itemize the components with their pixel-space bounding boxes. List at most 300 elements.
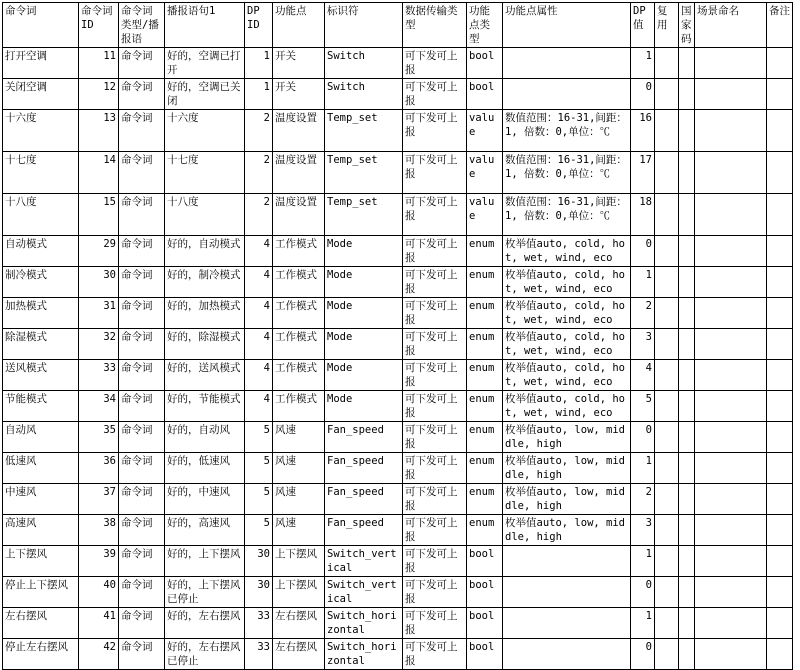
function-type-cell: value (467, 194, 503, 236)
table-row (3, 515, 793, 546)
scene-name-cell (695, 546, 767, 577)
reply-cell: 十八度 (165, 194, 245, 236)
dp-value-cell: 3 (631, 329, 655, 360)
function-cell: 风速 (273, 515, 325, 546)
command-cell: 关闭空调 (3, 79, 79, 110)
scene-name-cell (695, 577, 767, 608)
command-id-cell: 13 (79, 110, 119, 152)
attribute-cell (503, 639, 631, 670)
table-row (3, 329, 793, 360)
dp-id-cell: 4 (245, 329, 273, 360)
scene-name-cell (695, 79, 767, 110)
command-type-cell: 命令词 (119, 79, 165, 110)
table-row (3, 360, 793, 391)
function-type-cell: bool (467, 79, 503, 110)
reuse-cell (655, 110, 679, 152)
header-row (3, 3, 793, 48)
table-row (3, 484, 793, 515)
transfer-type-cell: 可下发可上报 (403, 391, 467, 422)
note-cell (767, 236, 793, 267)
reply-cell: 好的，加热模式 (165, 298, 245, 329)
identifier-cell: Switch_horizontal (325, 608, 403, 639)
reuse-cell (655, 484, 679, 515)
header-cell: 复用 (655, 3, 679, 48)
scene-name-cell (695, 422, 767, 453)
function-cell: 风速 (273, 453, 325, 484)
function-type-cell: bool (467, 608, 503, 639)
reuse-cell (655, 639, 679, 670)
function-type-cell: bool (467, 639, 503, 670)
identifier-cell: Switch (325, 79, 403, 110)
command-type-cell: 命令词 (119, 639, 165, 670)
identifier-cell: Temp_set (325, 110, 403, 152)
command-cell: 十七度 (3, 152, 79, 194)
command-cell: 十八度 (3, 194, 79, 236)
attribute-cell: 数值范围：16-31,间距：1, 倍数：0,单位：℃ (503, 194, 631, 236)
country-code-cell (679, 48, 695, 79)
note-cell (767, 110, 793, 152)
function-cell: 左右摆风 (273, 639, 325, 670)
identifier-cell: Fan_speed (325, 422, 403, 453)
country-code-cell (679, 515, 695, 546)
note-cell (767, 267, 793, 298)
country-code-cell (679, 267, 695, 298)
header-cell: 功能点类型 (467, 3, 503, 48)
transfer-type-cell: 可下发可上报 (403, 577, 467, 608)
dp-value-cell: 0 (631, 236, 655, 267)
function-cell: 工作模式 (273, 298, 325, 329)
country-code-cell (679, 110, 695, 152)
table-row (3, 298, 793, 329)
country-code-cell (679, 391, 695, 422)
country-code-cell (679, 484, 695, 515)
reuse-cell (655, 152, 679, 194)
function-type-cell: value (467, 110, 503, 152)
attribute-cell: 枚举值auto, cold, hot, wet, wind, eco (503, 360, 631, 391)
attribute-cell: 枚举值auto, cold, hot, wet, wind, eco (503, 236, 631, 267)
scene-name-cell (695, 110, 767, 152)
function-cell: 开关 (273, 79, 325, 110)
command-cell: 中速风 (3, 484, 79, 515)
dp-id-cell: 2 (245, 152, 273, 194)
command-id-cell: 11 (79, 48, 119, 79)
attribute-cell: 枚举值auto, low, middle, high (503, 484, 631, 515)
attribute-cell (503, 48, 631, 79)
attribute-cell: 枚举值auto, cold, hot, wet, wind, eco (503, 329, 631, 360)
attribute-cell: 枚举值auto, low, middle, high (503, 515, 631, 546)
dp-id-cell: 2 (245, 194, 273, 236)
command-type-cell: 命令词 (119, 484, 165, 515)
function-type-cell: enum (467, 298, 503, 329)
command-cell: 左右摆风 (3, 608, 79, 639)
function-type-cell: enum (467, 236, 503, 267)
reuse-cell (655, 453, 679, 484)
command-id-cell: 12 (79, 79, 119, 110)
command-id-cell: 29 (79, 236, 119, 267)
dp-id-cell: 4 (245, 360, 273, 391)
function-type-cell: enum (467, 484, 503, 515)
command-cell: 上下摆风 (3, 546, 79, 577)
command-type-cell: 命令词 (119, 267, 165, 298)
reuse-cell (655, 298, 679, 329)
command-type-cell: 命令词 (119, 152, 165, 194)
dp-id-cell: 4 (245, 298, 273, 329)
country-code-cell (679, 453, 695, 484)
identifier-cell: Switch_vertical (325, 546, 403, 577)
country-code-cell (679, 329, 695, 360)
attribute-cell: 枚举值auto, cold, hot, wet, wind, eco (503, 298, 631, 329)
country-code-cell (679, 546, 695, 577)
header-cell: 数据传输类型 (403, 3, 467, 48)
command-cell: 停止上下摆风 (3, 577, 79, 608)
command-type-cell: 命令词 (119, 453, 165, 484)
function-type-cell: enum (467, 267, 503, 298)
dp-id-cell: 1 (245, 79, 273, 110)
scene-name-cell (695, 329, 767, 360)
table-row (3, 577, 793, 608)
dp-value-cell: 4 (631, 360, 655, 391)
command-cell: 加热模式 (3, 298, 79, 329)
function-cell: 风速 (273, 484, 325, 515)
reuse-cell (655, 515, 679, 546)
reply-cell: 好的，上下摆风已停止 (165, 577, 245, 608)
reuse-cell (655, 48, 679, 79)
transfer-type-cell: 可下发可上报 (403, 329, 467, 360)
reply-cell: 好的，低速风 (165, 453, 245, 484)
attribute-cell (503, 79, 631, 110)
table-row (3, 48, 793, 79)
table-row (3, 453, 793, 484)
transfer-type-cell: 可下发可上报 (403, 194, 467, 236)
command-type-cell: 命令词 (119, 48, 165, 79)
reply-cell: 好的，节能模式 (165, 391, 245, 422)
table-row (3, 194, 793, 236)
transfer-type-cell: 可下发可上报 (403, 422, 467, 453)
scene-name-cell (695, 515, 767, 546)
table-row (3, 422, 793, 453)
reply-cell: 好的，自动风 (165, 422, 245, 453)
transfer-type-cell: 可下发可上报 (403, 298, 467, 329)
attribute-cell (503, 546, 631, 577)
dp-value-cell: 1 (631, 267, 655, 298)
reply-cell: 十七度 (165, 152, 245, 194)
command-id-cell: 35 (79, 422, 119, 453)
reuse-cell (655, 608, 679, 639)
identifier-cell: Mode (325, 298, 403, 329)
attribute-cell (503, 577, 631, 608)
country-code-cell (679, 79, 695, 110)
command-type-cell: 命令词 (119, 422, 165, 453)
country-code-cell (679, 194, 695, 236)
command-cell: 除湿模式 (3, 329, 79, 360)
header-cell: DP ID (245, 3, 273, 48)
command-type-cell: 命令词 (119, 298, 165, 329)
function-cell: 工作模式 (273, 360, 325, 391)
command-type-cell: 命令词 (119, 608, 165, 639)
table-row (3, 152, 793, 194)
command-cell: 自动模式 (3, 236, 79, 267)
dp-id-cell: 5 (245, 515, 273, 546)
scene-name-cell (695, 298, 767, 329)
function-cell: 上下摆风 (273, 546, 325, 577)
command-cell: 送风模式 (3, 360, 79, 391)
command-id-cell: 37 (79, 484, 119, 515)
transfer-type-cell: 可下发可上报 (403, 515, 467, 546)
header-cell: 命令词类型/播报语 (119, 3, 165, 48)
function-cell: 开关 (273, 48, 325, 79)
reply-cell: 好的，制冷模式 (165, 267, 245, 298)
function-type-cell: enum (467, 329, 503, 360)
dp-id-cell: 30 (245, 546, 273, 577)
command-cell: 高速风 (3, 515, 79, 546)
header-cell: 播报语句1 (165, 3, 245, 48)
header-cell: 功能点 (273, 3, 325, 48)
note-cell (767, 422, 793, 453)
command-id-cell: 41 (79, 608, 119, 639)
transfer-type-cell: 可下发可上报 (403, 236, 467, 267)
scene-name-cell (695, 360, 767, 391)
identifier-cell: Mode (325, 329, 403, 360)
transfer-type-cell: 可下发可上报 (403, 79, 467, 110)
attribute-cell: 枚举值auto, cold, hot, wet, wind, eco (503, 267, 631, 298)
function-type-cell: enum (467, 453, 503, 484)
country-code-cell (679, 236, 695, 267)
identifier-cell: Mode (325, 236, 403, 267)
dp-value-cell: 0 (631, 577, 655, 608)
reply-cell: 好的，左右摆风 (165, 608, 245, 639)
function-cell: 上下摆风 (273, 577, 325, 608)
function-type-cell: bool (467, 48, 503, 79)
country-code-cell (679, 152, 695, 194)
dp-value-cell: 17 (631, 152, 655, 194)
reuse-cell (655, 546, 679, 577)
reply-cell: 好的，送风模式 (165, 360, 245, 391)
note-cell (767, 484, 793, 515)
dp-value-cell: 2 (631, 298, 655, 329)
transfer-type-cell: 可下发可上报 (403, 48, 467, 79)
reply-cell: 好的，自动模式 (165, 236, 245, 267)
note-cell (767, 48, 793, 79)
table-row (3, 236, 793, 267)
command-id-cell: 40 (79, 577, 119, 608)
command-type-cell: 命令词 (119, 329, 165, 360)
reply-cell: 好的，左右摆风已停止 (165, 639, 245, 670)
command-id-cell: 31 (79, 298, 119, 329)
reuse-cell (655, 79, 679, 110)
header-cell: 命令词ID (79, 3, 119, 48)
reply-cell: 十六度 (165, 110, 245, 152)
attribute-cell: 枚举值auto, low, middle, high (503, 453, 631, 484)
function-type-cell: value (467, 152, 503, 194)
function-cell: 工作模式 (273, 329, 325, 360)
identifier-cell: Temp_set (325, 194, 403, 236)
dp-value-cell: 5 (631, 391, 655, 422)
note-cell (767, 546, 793, 577)
reuse-cell (655, 391, 679, 422)
function-type-cell: enum (467, 515, 503, 546)
dp-id-cell: 5 (245, 453, 273, 484)
command-cell: 十六度 (3, 110, 79, 152)
attribute-cell (503, 608, 631, 639)
command-cell: 停止左右摆风 (3, 639, 79, 670)
note-cell (767, 608, 793, 639)
scene-name-cell (695, 391, 767, 422)
identifier-cell: Fan_speed (325, 484, 403, 515)
function-cell: 风速 (273, 422, 325, 453)
reply-cell: 好的，中速风 (165, 484, 245, 515)
function-cell: 温度设置 (273, 152, 325, 194)
transfer-type-cell: 可下发可上报 (403, 267, 467, 298)
transfer-type-cell: 可下发可上报 (403, 453, 467, 484)
scene-name-cell (695, 639, 767, 670)
function-cell: 温度设置 (273, 110, 325, 152)
table-row (3, 391, 793, 422)
header-cell: 功能点属性 (503, 3, 631, 48)
dp-value-cell: 16 (631, 110, 655, 152)
command-type-cell: 命令词 (119, 236, 165, 267)
transfer-type-cell: 可下发可上报 (403, 484, 467, 515)
scene-name-cell (695, 152, 767, 194)
country-code-cell (679, 422, 695, 453)
dp-value-cell: 0 (631, 422, 655, 453)
command-cell: 低速风 (3, 453, 79, 484)
command-id-cell: 39 (79, 546, 119, 577)
reuse-cell (655, 236, 679, 267)
dp-value-cell: 18 (631, 194, 655, 236)
command-type-cell: 命令词 (119, 391, 165, 422)
command-id-cell: 42 (79, 639, 119, 670)
identifier-cell: Mode (325, 360, 403, 391)
reuse-cell (655, 194, 679, 236)
dp-id-cell: 2 (245, 110, 273, 152)
scene-name-cell (695, 453, 767, 484)
dp-id-cell: 1 (245, 48, 273, 79)
note-cell (767, 298, 793, 329)
table-row (3, 546, 793, 577)
dp-id-cell: 33 (245, 608, 273, 639)
identifier-cell: Switch_vertical (325, 577, 403, 608)
command-type-cell: 命令词 (119, 577, 165, 608)
header-cell: 命令词 (3, 3, 79, 48)
reuse-cell (655, 267, 679, 298)
note-cell (767, 360, 793, 391)
dp-value-cell: 1 (631, 48, 655, 79)
dp-value-cell: 1 (631, 453, 655, 484)
command-type-cell: 命令词 (119, 110, 165, 152)
command-table (2, 2, 793, 670)
country-code-cell (679, 577, 695, 608)
dp-id-cell: 4 (245, 236, 273, 267)
note-cell (767, 577, 793, 608)
transfer-type-cell: 可下发可上报 (403, 639, 467, 670)
reuse-cell (655, 329, 679, 360)
note-cell (767, 391, 793, 422)
function-type-cell: bool (467, 546, 503, 577)
command-type-cell: 命令词 (119, 360, 165, 391)
scene-name-cell (695, 267, 767, 298)
reuse-cell (655, 360, 679, 391)
function-cell: 温度设置 (273, 194, 325, 236)
dp-id-cell: 5 (245, 484, 273, 515)
note-cell (767, 79, 793, 110)
function-cell: 工作模式 (273, 267, 325, 298)
note-cell (767, 453, 793, 484)
dp-id-cell: 4 (245, 267, 273, 298)
country-code-cell (679, 608, 695, 639)
header-cell: 国家码 (679, 3, 695, 48)
header-cell: 备注 (767, 3, 793, 48)
dp-id-cell: 33 (245, 639, 273, 670)
transfer-type-cell: 可下发可上报 (403, 110, 467, 152)
command-id-cell: 33 (79, 360, 119, 391)
note-cell (767, 152, 793, 194)
reply-cell: 好的，空调已打开 (165, 48, 245, 79)
dp-id-cell: 5 (245, 422, 273, 453)
note-cell (767, 515, 793, 546)
dp-value-cell: 1 (631, 608, 655, 639)
reuse-cell (655, 422, 679, 453)
identifier-cell: Mode (325, 391, 403, 422)
country-code-cell (679, 298, 695, 329)
table-row (3, 267, 793, 298)
command-id-cell: 32 (79, 329, 119, 360)
scene-name-cell (695, 608, 767, 639)
function-cell: 左右摆风 (273, 608, 325, 639)
table-row (3, 79, 793, 110)
identifier-cell: Fan_speed (325, 453, 403, 484)
function-cell: 工作模式 (273, 236, 325, 267)
dp-value-cell: 0 (631, 639, 655, 670)
attribute-cell: 数值范围：16-31,间距：1, 倍数：0,单位：℃ (503, 152, 631, 194)
function-type-cell: enum (467, 360, 503, 391)
dp-id-cell: 4 (245, 391, 273, 422)
command-cell: 自动风 (3, 422, 79, 453)
identifier-cell: Switch_horizontal (325, 639, 403, 670)
country-code-cell (679, 639, 695, 670)
function-type-cell: bool (467, 577, 503, 608)
command-id-cell: 15 (79, 194, 119, 236)
transfer-type-cell: 可下发可上报 (403, 360, 467, 391)
note-cell (767, 329, 793, 360)
dp-value-cell: 2 (631, 484, 655, 515)
identifier-cell: Fan_speed (325, 515, 403, 546)
function-cell: 工作模式 (273, 391, 325, 422)
header-cell: DP值 (631, 3, 655, 48)
attribute-cell: 枚举值auto, cold, hot, wet, wind, eco (503, 391, 631, 422)
attribute-cell: 数值范围：16-31,间距：1, 倍数：0,单位：℃ (503, 110, 631, 152)
dp-value-cell: 1 (631, 546, 655, 577)
dp-value-cell: 3 (631, 515, 655, 546)
command-cell: 节能模式 (3, 391, 79, 422)
command-type-cell: 命令词 (119, 515, 165, 546)
scene-name-cell (695, 194, 767, 236)
dp-value-cell: 0 (631, 79, 655, 110)
command-id-cell: 36 (79, 453, 119, 484)
reply-cell: 好的，除湿模式 (165, 329, 245, 360)
command-cell: 打开空调 (3, 48, 79, 79)
command-type-cell: 命令词 (119, 546, 165, 577)
table-row (3, 608, 793, 639)
reuse-cell (655, 577, 679, 608)
command-id-cell: 38 (79, 515, 119, 546)
header-cell: 场景命名 (695, 3, 767, 48)
attribute-cell: 枚举值auto, low, middle, high (503, 422, 631, 453)
reply-cell: 好的，空调已关闭 (165, 79, 245, 110)
transfer-type-cell: 可下发可上报 (403, 608, 467, 639)
command-cell: 制冷模式 (3, 267, 79, 298)
command-id-cell: 30 (79, 267, 119, 298)
dp-id-cell: 30 (245, 577, 273, 608)
